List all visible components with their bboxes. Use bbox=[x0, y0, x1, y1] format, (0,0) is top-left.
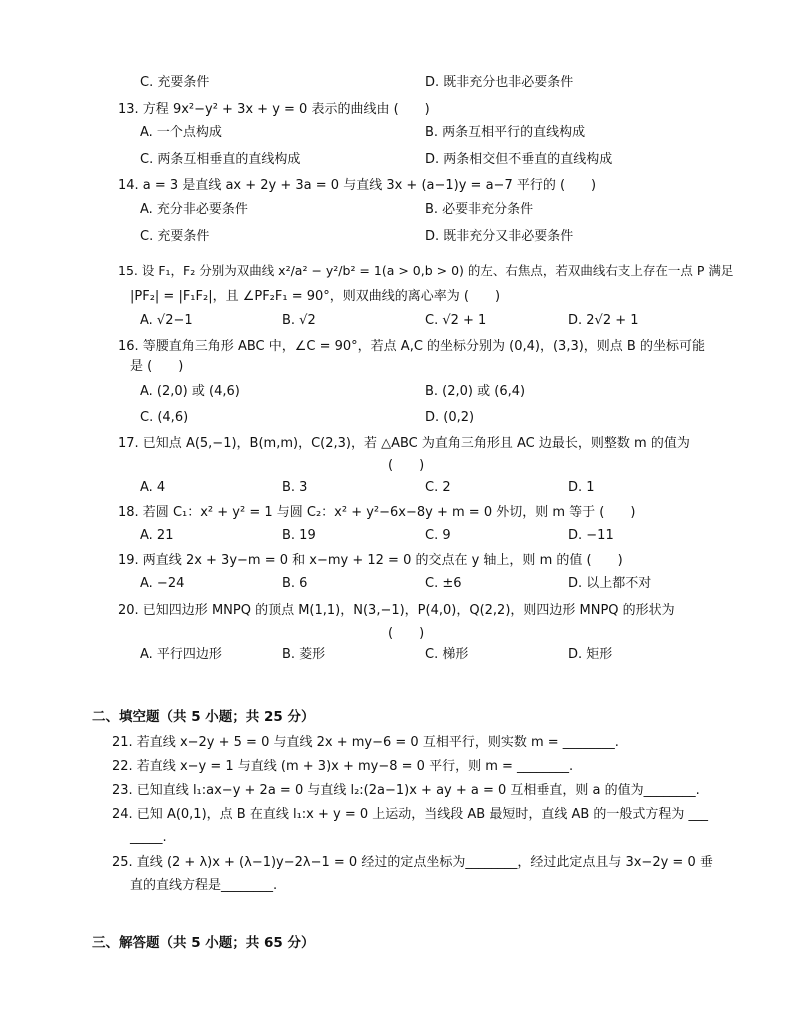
q14-option-b: B. 必要非充分条件 bbox=[425, 202, 534, 217]
q22-stem: 22. 若直线 x−y = 1 与直线 (m + 3)x + my−8 = 0 平行，则 m = ________. bbox=[112, 759, 574, 774]
q20-stem-line2: ( ) bbox=[388, 626, 425, 641]
q17-option-b: B. 3 bbox=[282, 480, 308, 495]
q14-option-c: C. 充要条件 bbox=[140, 229, 210, 244]
q15-option-d: D. 2√2 + 1 bbox=[568, 313, 639, 328]
q19-option-b: B. 6 bbox=[282, 576, 308, 591]
q20-option-d: D. 矩形 bbox=[568, 647, 613, 662]
q19-option-a: A. −24 bbox=[140, 576, 185, 591]
q23-stem: 23. 已知直线 l₁:ax−y + 2a = 0 与直线 l₂:(2a−1)x + ay + a = 0 互相垂直，则 a 的值为________. bbox=[112, 783, 700, 798]
q17-stem-line2: ( ) bbox=[388, 458, 425, 473]
q20-option-c: C. 梯形 bbox=[425, 647, 469, 662]
q15-option-c: C. √2 + 1 bbox=[425, 313, 487, 328]
q12-option-c: C. 充要条件 bbox=[140, 75, 210, 90]
q14-stem: 14. a = 3 是直线 ax + 2y + 3a = 0 与直线 3x + (a−1)y = a−7 平行的 ( ) bbox=[118, 178, 597, 193]
q16-stem-line2: 是 ( ) bbox=[130, 359, 184, 374]
q19-option-c: C. ±6 bbox=[425, 576, 462, 591]
q16-option-b: B. (2,0) 或 (6,4) bbox=[425, 384, 526, 399]
q18-option-c: C. 9 bbox=[425, 528, 451, 543]
q20-option-b: B. 菱形 bbox=[282, 647, 326, 662]
q24-stem-line2: _____. bbox=[130, 830, 167, 845]
q18-option-b: B. 19 bbox=[282, 528, 316, 543]
q16-option-a: A. (2,0) 或 (4,6) bbox=[140, 384, 240, 399]
q18-option-d: D. −11 bbox=[568, 528, 614, 543]
q21-stem: 21. 若直线 x−2y + 5 = 0 与直线 2x + my−6 = 0 互相平行，则实数 m = ________. bbox=[112, 735, 619, 750]
q25-stem-line2: 直的直线方程是________. bbox=[130, 878, 278, 893]
q16-option-c: C. (4,6) bbox=[140, 410, 189, 425]
q15-option-b: B. √2 bbox=[282, 313, 316, 328]
q24-stem-line1: 24. 已知 A(0,1)，点 B 在直线 l₁:x + y = 0 上运动，当线段 AB 最短时，直线 AB 的一般式方程为 ___ bbox=[112, 807, 709, 822]
q18-option-a: A. 21 bbox=[140, 528, 174, 543]
q13-stem: 13. 方程 9x²−y² + 3x + y = 0 表示的曲线由 ( ) bbox=[118, 102, 430, 117]
q13-option-b: B. 两条互相平行的直线构成 bbox=[425, 125, 586, 140]
q15-option-a: A. √2−1 bbox=[140, 313, 193, 328]
q14-option-d: D. 既非充分又非必要条件 bbox=[425, 229, 574, 244]
section-answer-title: 三、解答题（共 5 小题；共 65 分） bbox=[92, 935, 315, 951]
q13-option-d: D. 两条相交但不垂直的直线构成 bbox=[425, 152, 613, 167]
q13-option-c: C. 两条互相垂直的直线构成 bbox=[140, 152, 301, 167]
q15-stem-line2: |PF₂| = |F₁F₂|，且 ∠PF₂F₁ = 90°，则双曲线的离心率为 ( ) bbox=[130, 289, 501, 304]
q20-option-a: A. 平行四边形 bbox=[140, 647, 222, 662]
q16-stem-line1: 16. 等腰直角三角形 ABC 中，∠C = 90°，若点 A,C 的坐标分别为 (0,4)，(3,3)，则点 B 的坐标可能 bbox=[118, 339, 705, 354]
q17-option-d: D. 1 bbox=[568, 480, 595, 495]
section-fill-in-title: 二、填空题（共 5 小题；共 25 分） bbox=[92, 709, 315, 725]
q15-stem-line1: 15. 设 F₁，F₂ 分别为双曲线 x²/a² − y²/b² = 1(a > 0,b > 0) 的左、右焦点，若双曲线右支上存在一点 P 满足 bbox=[118, 263, 734, 278]
q16-option-d: D. (0,2) bbox=[425, 410, 475, 425]
q20-stem-line1: 20. 已知四边形 MNPQ 的顶点 M(1,1)，N(3,−1)，P(4,0)，Q(2,2)，则四边形 MNPQ 的形状为 bbox=[118, 603, 675, 618]
q19-option-d: D. 以上都不对 bbox=[568, 576, 652, 591]
q17-stem-line1: 17. 已知点 A(5,−1)，B(m,m)，C(2,3)，若 △ABC 为直角三角形且 AC 边最长，则整数 m 的值为 bbox=[118, 436, 690, 451]
q13-option-a: A. 一个点构成 bbox=[140, 125, 222, 140]
q14-option-a: A. 充分非必要条件 bbox=[140, 202, 248, 217]
q25-stem-line1: 25. 直线 (2 + λ)x + (λ−1)y−2λ−1 = 0 经过的定点坐标为________，经过此定点且与 3x−2y = 0 垂 bbox=[112, 855, 713, 870]
q18-stem: 18. 若圆 C₁：x² + y² = 1 与圆 C₂：x² + y²−6x−8y + m = 0 外切，则 m 等于 ( ) bbox=[118, 505, 636, 520]
q19-stem: 19. 两直线 2x + 3y−m = 0 和 x−my + 12 = 0 的交点在 y 轴上，则 m 的值 ( ) bbox=[118, 553, 623, 568]
q17-option-a: A. 4 bbox=[140, 480, 166, 495]
q17-option-c: C. 2 bbox=[425, 480, 451, 495]
q12-option-d: D. 既非充分也非必要条件 bbox=[425, 75, 574, 90]
